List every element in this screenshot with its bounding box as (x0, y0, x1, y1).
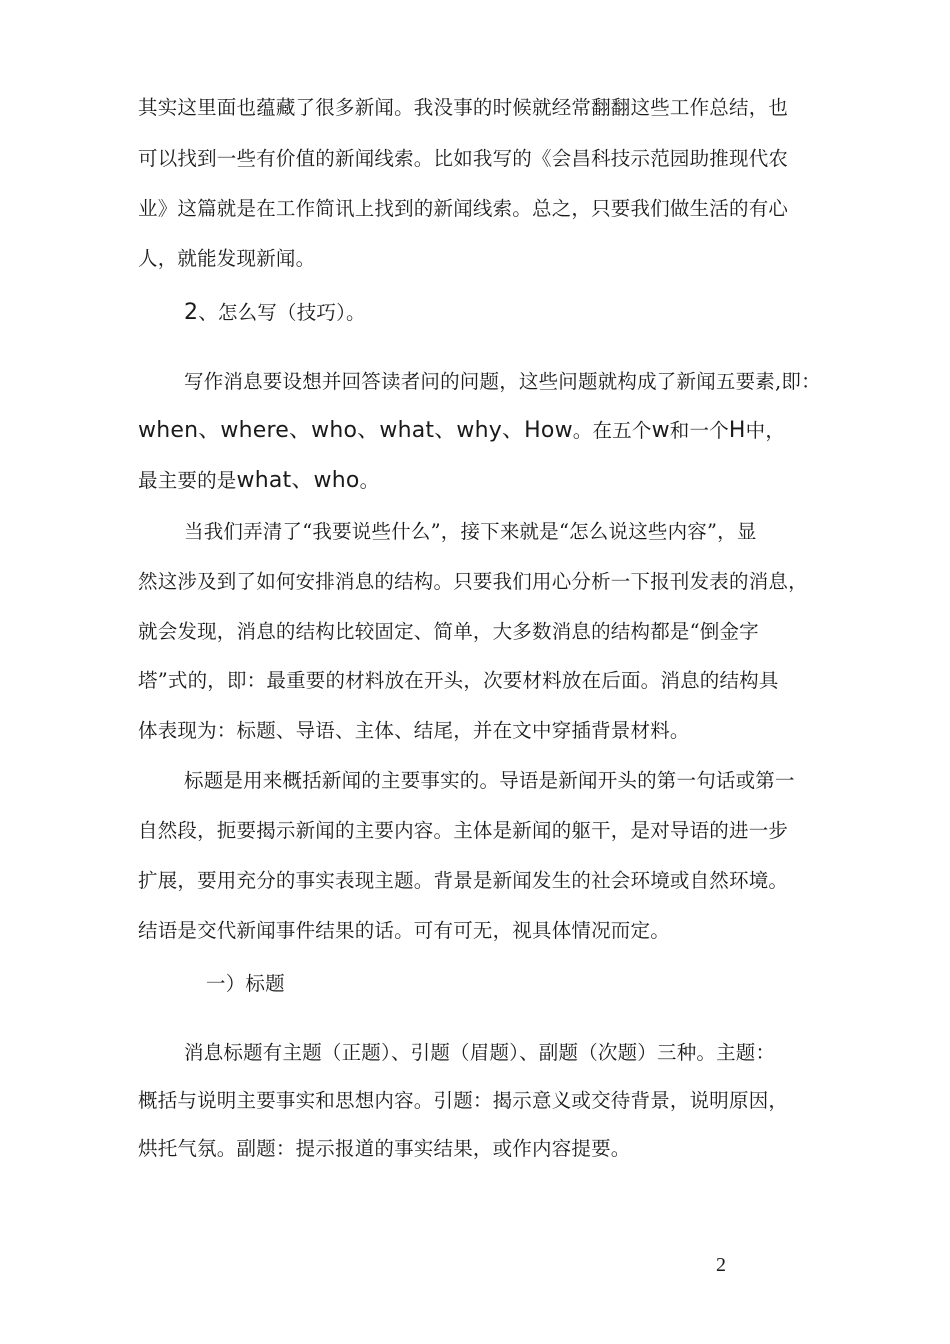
what-who: what、who (236, 468, 360, 493)
paragraph-line (138, 466, 828, 496)
five-w-list: when、where、who、what、why、How (138, 418, 573, 443)
subsection-heading: 一）标题 (206, 972, 285, 995)
text-run: 。 (359, 469, 380, 492)
heading-number: 2 (184, 300, 199, 325)
paragraph-line: 写作消息要设想并回答读者问的问题，这些问题就构成了新闻五要素,即： (184, 370, 821, 393)
paragraph-line: 然这涉及到了如何安排消息的结构。只要我们用心分析一下报刊发表的消息， (138, 570, 808, 593)
paragraph-line: 就会发现，消息的结构比较固定、简单，大多数消息的结构都是“倒金字 (138, 620, 759, 643)
heading-text: 、怎么写（技巧）。 (198, 301, 366, 324)
paragraph-line: 当我们弄清了“我要说些什么”，接下来就是“怎么说这些内容”，显 (184, 520, 757, 543)
paragraph-line: 人，就能发现新闻。 (138, 247, 316, 270)
paragraph-line: 可以找到一些有价值的新闻线索。比如我写的《会昌科技示范园助推现代农 (138, 147, 789, 170)
text-run: 。在五个 (572, 419, 652, 442)
paragraph-line (138, 416, 828, 446)
section-heading (184, 298, 874, 328)
paragraph-line: 烘托气氛。副题：提示报道的事实结果，或作内容提要。 (138, 1137, 631, 1160)
text-run: 和一个 (669, 419, 729, 442)
letter-w: w (651, 418, 670, 443)
paragraph-line: 概括与说明主要事实和思想内容。引题：揭示意义或交待背景，说明原因， (138, 1089, 789, 1112)
page-number: 2 (716, 1254, 726, 1276)
paragraph-line: 结语是交代新闻事件结果的话。可有可无，视具体情况而定。 (138, 919, 670, 942)
text-run: 中， (745, 419, 786, 442)
paragraph-line: 其实这里面也蕴藏了很多新闻。我没事的时候就经常翻翻这些工作总结，也 (138, 96, 789, 119)
text-run: 最主要的是 (138, 469, 237, 492)
paragraph-line: 自然段，扼要揭示新闻的主要内容。主体是新闻的躯干，是对导语的进一步 (138, 819, 789, 842)
paragraph-line: 业》这篇就是在工作简讯上找到的新闻线索。总之，只要我们做生活的有心 (138, 197, 789, 220)
letter-h: H (728, 418, 746, 443)
paragraph-line: 消息标题有主题（正题）、引题（眉题）、副题（次题）三种。主题： (184, 1041, 776, 1064)
paragraph-line: 体表现为：标题、导语、主体、结尾，并在文中穿插背景材料。 (138, 719, 690, 742)
paragraph-line: 塔”式的，即：最重要的材料放在开头，次要材料放在后面。消息的结构具 (138, 669, 779, 692)
paragraph-line: 扩展，要用充分的事实表现主题。背景是新闻发生的社会环境或自然环境。 (138, 869, 789, 892)
paragraph-line: 标题是用来概括新闻的主要事实的。导语是新闻开头的第一句话或第一 (184, 769, 795, 792)
